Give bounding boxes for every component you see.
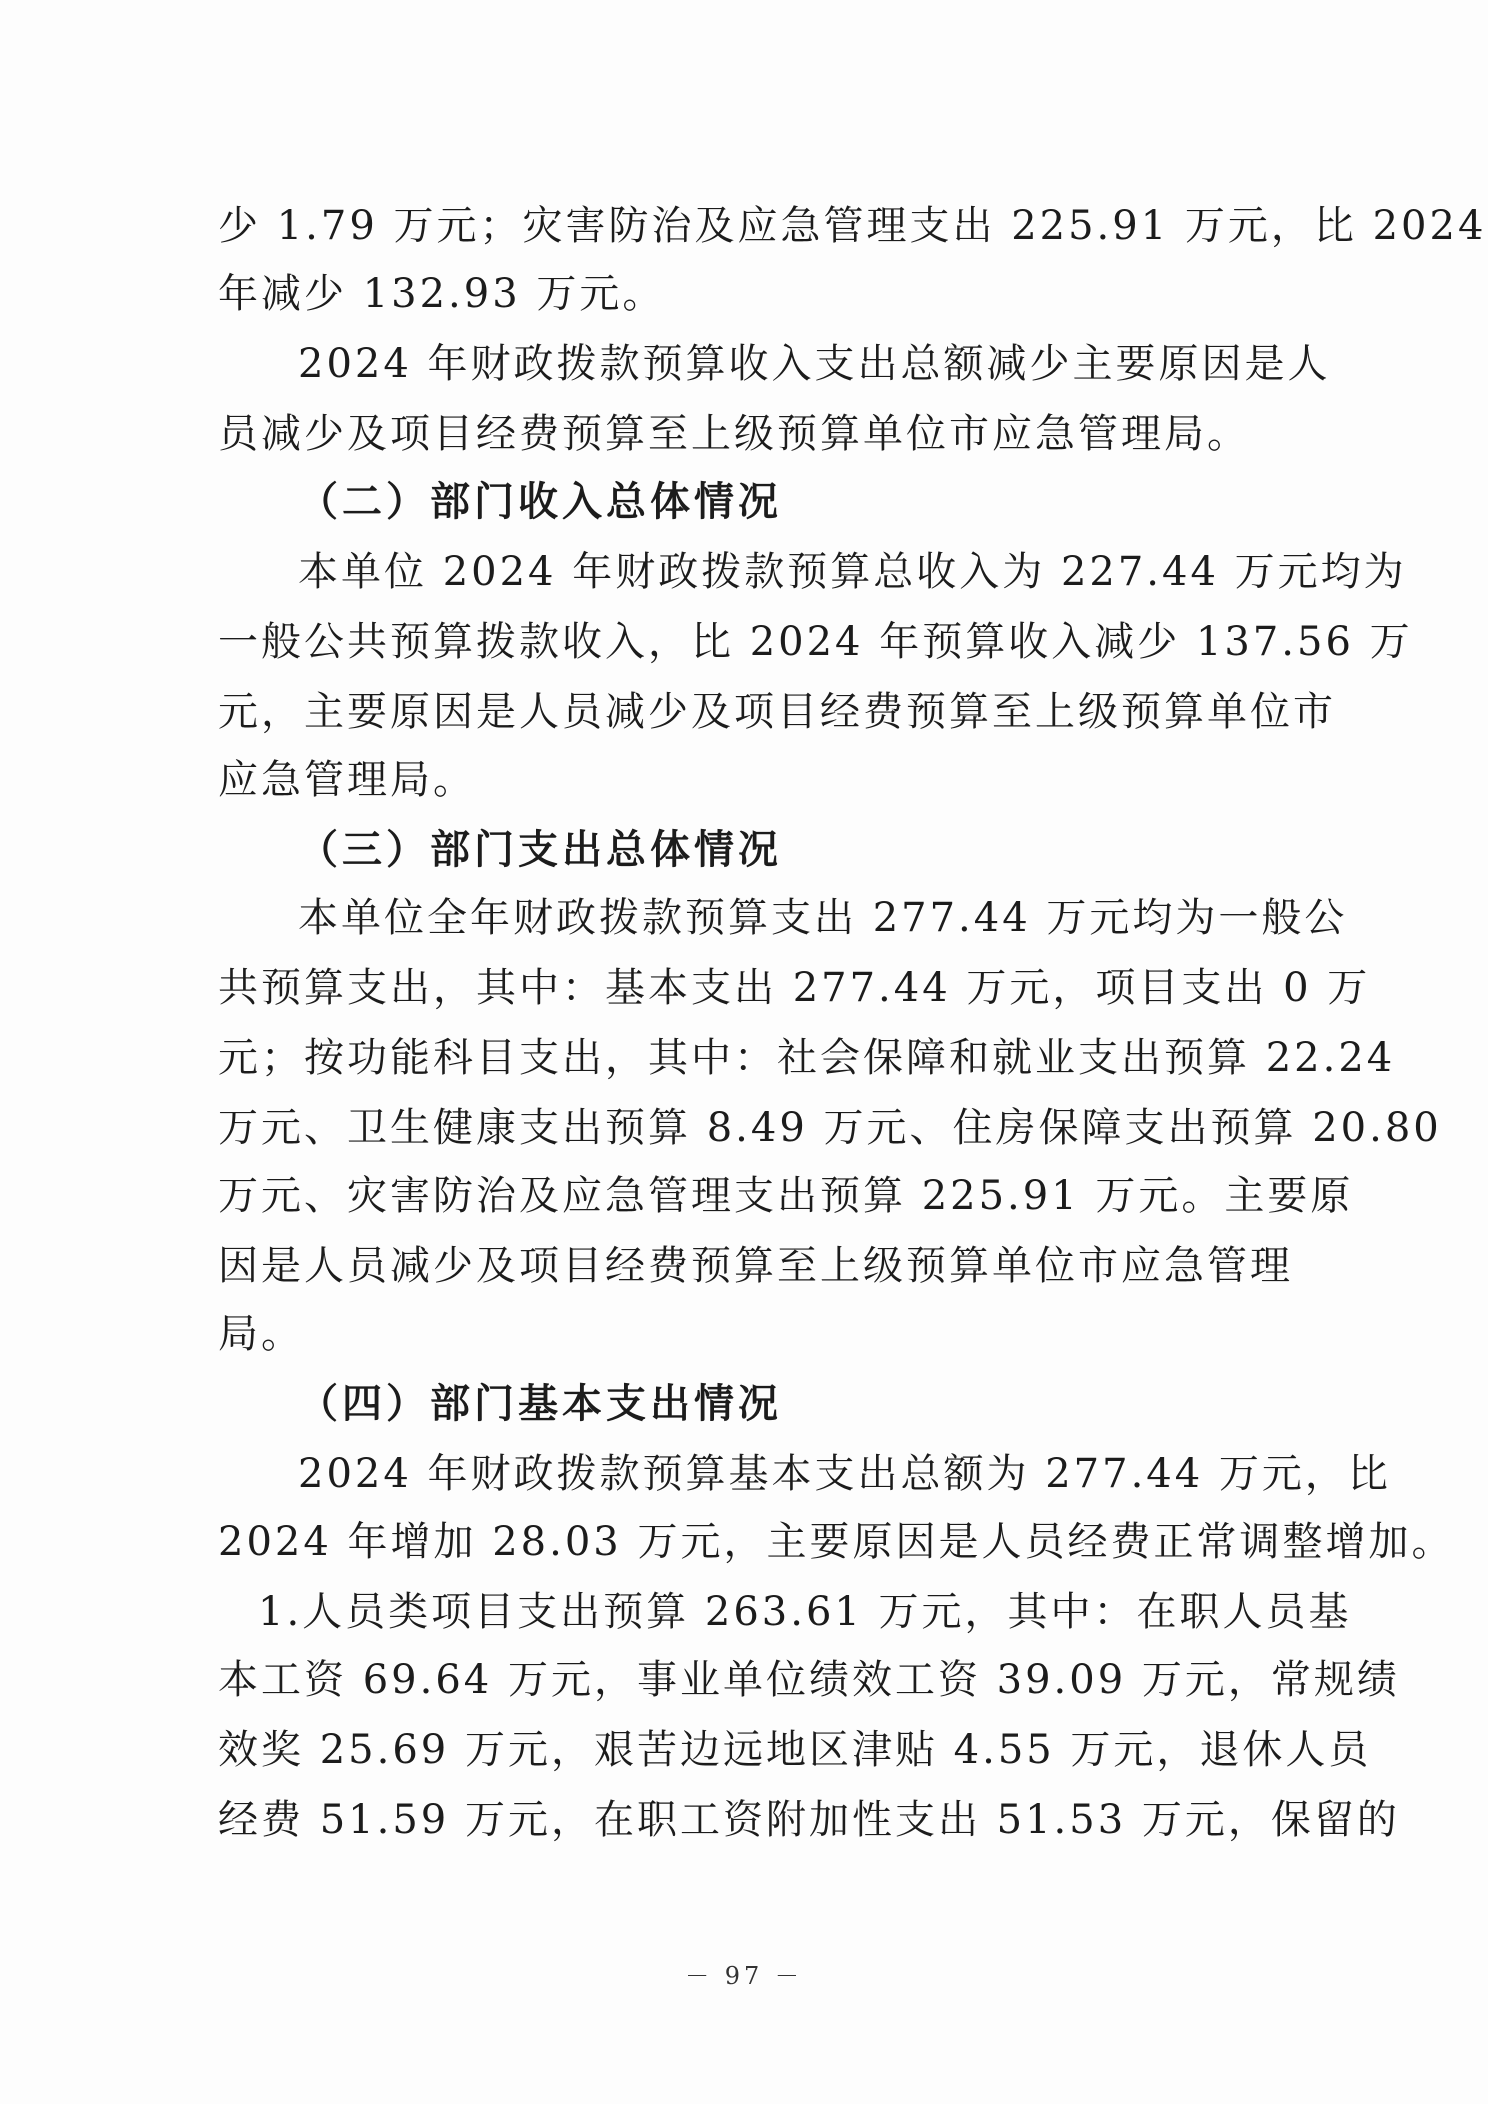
paragraph-line: 1.人员类项目支出预算 263.61 万元，其中：在职人员基 [258, 1589, 1352, 1635]
section-heading: （三）部门支出总体情况 [298, 826, 782, 873]
paragraph-line: 本单位 2024 年财政拨款预算总收入为 227.44 万元均为 [298, 549, 1407, 595]
paragraph-line: 本单位全年财政拨款预算支出 277.44 万元均为一般公 [298, 895, 1348, 941]
text-line: 元，主要原因是人员减少及项目经费预算至上级预算单位市 [218, 689, 1336, 735]
text-line: 因是人员减少及项目经费预算至上级预算单位市应急管理 [218, 1243, 1293, 1289]
text-line: 局。 [218, 1311, 304, 1357]
paragraph-line: 2024 年财政拨款预算基本支出总额为 277.44 万元，比 [298, 1451, 1391, 1497]
text-line: 经费 51.59 万元，在职工资附加性支出 51.53 万元，保留的 [218, 1797, 1400, 1843]
text-line: 效奖 25.69 万元，艰苦边远地区津贴 4.55 万元，退休人员 [218, 1727, 1372, 1773]
text-line: 少 1.79 万元；灾害防治及应急管理支出 225.91 万元，比 2024 [218, 203, 1487, 249]
text-line: 元；按功能科目支出，其中：社会保障和就业支出预算 22.24 [218, 1035, 1396, 1081]
text-line: 年减少 132.93 万元。 [218, 271, 666, 317]
text-line: 员减少及项目经费预算至上级预算单位市应急管理局。 [218, 411, 1250, 457]
paragraph-line: 2024 年财政拨款预算收入支出总额减少主要原因是人 [298, 341, 1331, 387]
text-line: 一般公共预算拨款收入，比 2024 年预算收入减少 137.56 万 [218, 619, 1413, 665]
text-line: 万元、灾害防治及应急管理支出预算 225.91 万元。主要原 [218, 1173, 1354, 1219]
text-line: 应急管理局。 [218, 757, 476, 803]
text-line: 万元、卫生健康支出预算 8.49 万元、住房保障支出预算 20.80 [218, 1105, 1442, 1151]
text-line: 共预算支出，其中：基本支出 277.44 万元，项目支出 0 万 [218, 965, 1371, 1011]
section-heading: （二）部门收入总体情况 [298, 478, 782, 525]
page-number: － 97 － [685, 1962, 803, 1990]
text-line: 2024 年增加 28.03 万元，主要原因是人员经费正常调整增加。 [218, 1519, 1455, 1565]
section-heading: （四）部门基本支出情况 [298, 1380, 782, 1427]
text-line: 本工资 69.64 万元，事业单位绩效工资 39.09 万元，常规绩 [218, 1657, 1400, 1703]
